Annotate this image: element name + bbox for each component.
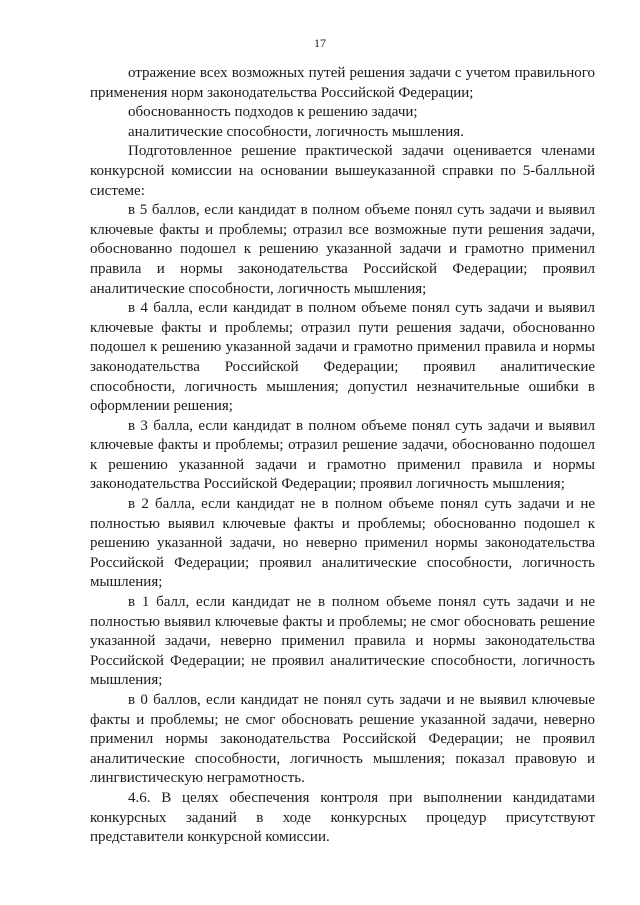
page-number: 17 xyxy=(314,36,326,50)
paragraph-criteria-paths: отражение всех возможных путей решения задачи с учетом правильного применения норм законодательства Российской Федерации; xyxy=(90,65,595,101)
paragraph-score-5: в 5 баллов, если кандидат в полном объеме понял суть задачи и выявил ключевые факты и проблемы; отразил все возможные пути решения задачи, обоснованно подошел к решению указанной задачи и грамотно применил правила и нормы законодательства Российской Федерации; проявил аналитические способности, логичность мышления; xyxy=(90,202,595,297)
paragraph-criteria-approach: обоснованность подходов к решению задачи; xyxy=(128,104,418,121)
paragraph-score-2: в 2 балла, если кандидат не в полном объеме понял суть задачи и не полностью выявил ключевые факты и проблемы; обоснованно подошел к решению указанной задачи, но неверно применил нормы законодательства Российской Федерации; проявил аналитические способности, логичность мышления; xyxy=(90,496,595,591)
document-body xyxy=(90,64,595,848)
paragraph-score-1: в 1 балл, если кандидат не в полном объеме понял суть задачи и не полностью выявил ключевые факты и проблемы; не смог обосновать решение указанной задачи, неверно применил правила и нормы законодательства Российской Федерации; не проявил аналитические способности, логичность мышления; xyxy=(90,594,595,689)
paragraph-score-0: в 0 баллов, если кандидат не понял суть задачи и не выявил ключевые факты и проблемы; не смог обосновать решение указанной задачи, неверно применил нормы законодательства Российской Федерации; не проявил аналитические способности, логичность мышления; показал правовую и лингвистическую неграмотность. xyxy=(90,692,595,787)
paragraph-criteria-analytics: аналитические способности, логичность мышления. xyxy=(128,123,464,140)
paragraph-section-4-6: 4.6. В целях обеспечения контроля при выполнении кандидатами конкурсных заданий в ходе конкурсных процедур присутствуют представители конкурсной комиссии. xyxy=(90,789,595,846)
paragraph-score-4: в 4 балла, если кандидат в полном объеме понял суть задачи и выявил ключевые факты и проблемы; отразил пути решения задачи, обоснованно подошел к решению указанной задачи и грамотно применил правила и нормы законодательства Российской Федерации; проявил аналитические способности, логичность мышления; допустил незначительные ошибки в оформлении решения; xyxy=(90,300,595,415)
paragraph-score-3: в 3 балла, если кандидат в полном объеме понял суть задачи и выявил ключевые факты и проблемы; отразил решение задачи, обоснованно подошел к решению указанной задачи и грамотно применил правила и нормы законодательства Российской Федерации; проявил логичность мышления; xyxy=(90,417,595,493)
paragraph-evaluation-intro: Подготовленное решение практической задачи оценивается членами конкурсной комиссии на основании вышеуказанной справки по 5-балльной системе: xyxy=(90,143,595,199)
